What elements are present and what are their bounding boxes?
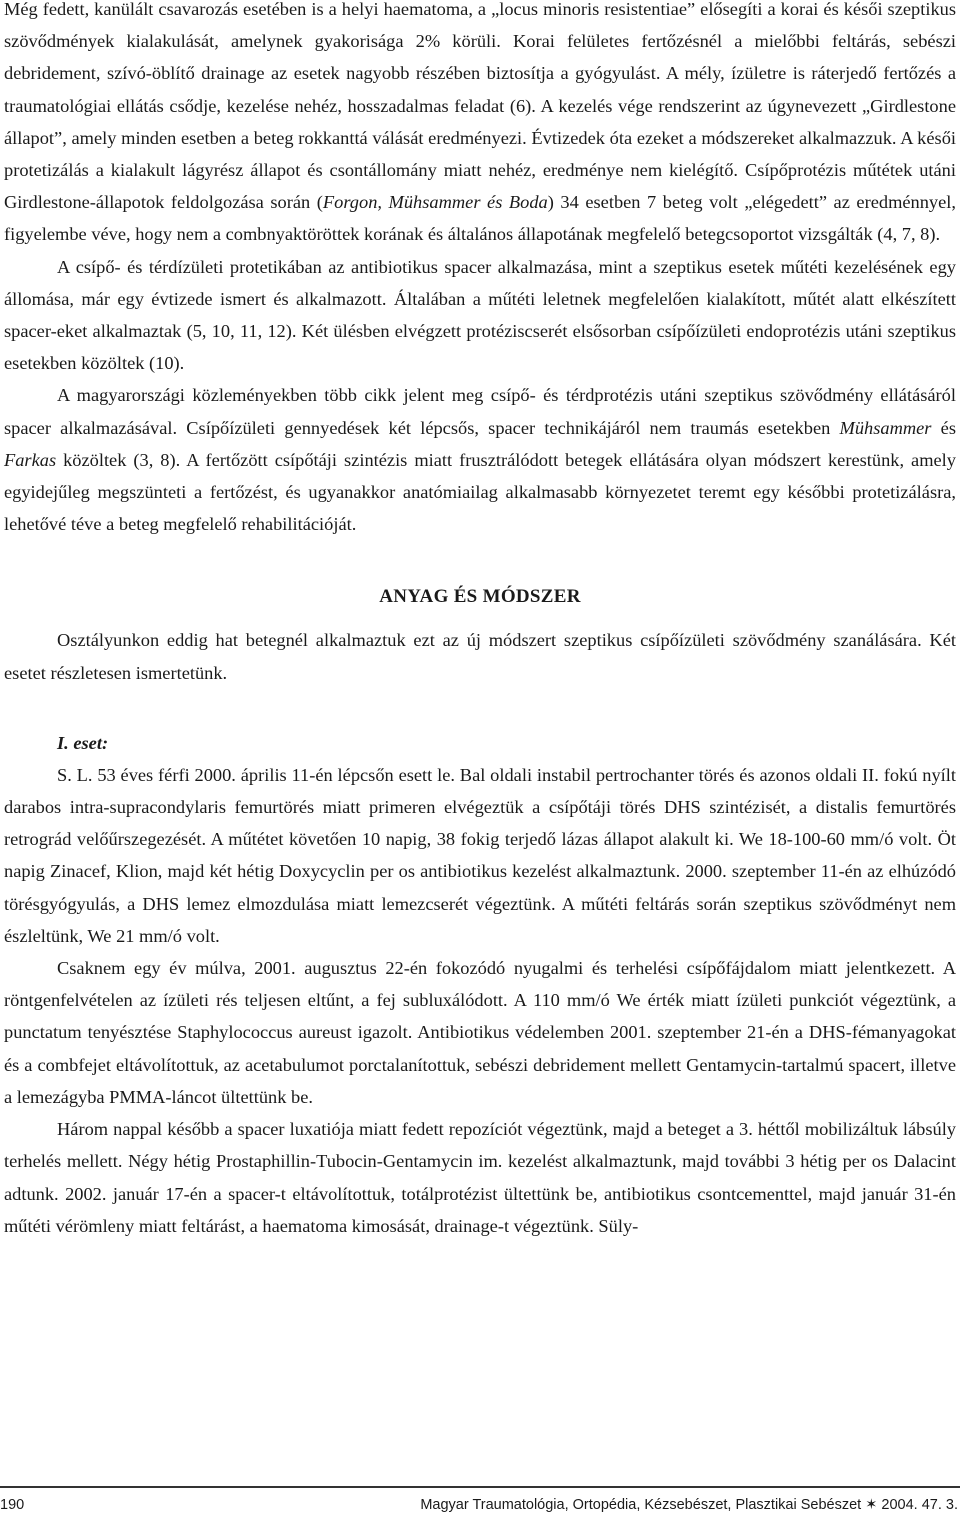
intro-paragraph — [4, 379, 956, 540]
article-body — [4, 0, 956, 1242]
case-section — [4, 759, 956, 1242]
paragraph-text: Még fedett, kanülált csavarozás esetében is a helyi haematoma, a „locus minoris resistentiae” elősegíti a korai és késői szeptikus szövődmények kialakulását, amelynek gyakorisága 2% körüli. Korai felületes fertőzésnél a mielőbbi feltárás, sebészi debridement, szívó-öblítő drainage az esetek nagyobb részében biztosítja a gyógyulást. A mély, ízületre is ráterjedő fertőzés a traumatológiai ellátás csődje, kezelése nehéz, hosszadalmas feladat (6). A kezelés vége rendszerint az úgynevezett „Girdlestone állapot”, amely minden esetben a beteg rokkanttá válását eredményezi. Évtizedek óta ezeket a módszereket alkalmazzuk. A késői protetizálás a kialakult lágyrész állapot és csontállomány miatt nehéz, eredménye nem kielégítő. Csípőprotézis műtétek utáni Girdlestone-állapotok feldolgozása során ( — [4, 0, 956, 213]
case-paragraph: S. L. 53 éves férfi 2000. április 11-én lépcsőn esett le. Bal oldali instabil pertrochanter törés és azonos oldali II. fokú nyílt darabos intra-supracondylaris femurtörés miatt primeren elvégeztük a csípőtáji törés DHS szintézisét, a distalis femurtörés retrográd velőűrszegezését. A műtétet követően 10 napig, 38 fokig terjedő lázas állapot alakult ki. We 18-100-60 mm/ó volt. Öt napig Zinacef, Klion, majd két hétig Doxycyclin per os antibiotikus kezelést alkalmaztunk. 2000. szeptember 11-én az elhúzódó törésgyógyulás, a DHS lemez elmozdulása miatt lemezcserét végeztünk. A műtéti feltárás során szeptikus szövődményt nem észleltünk, We 21 mm/ó volt. — [4, 764, 956, 946]
methods-paragraph: Osztályunkon eddig hat betegnél alkalmaztuk ezt az új módszert szeptikus csípőízületi szövődmény szanálására. Két esetet részletesen ismertetünk. — [4, 630, 956, 683]
methods-section — [4, 624, 956, 688]
case-heading: I. eset: — [57, 732, 109, 753]
paragraph-text: és — [931, 417, 956, 438]
section-heading: ANYAG ÉS MÓDSZER — [379, 586, 581, 608]
footer-rule — [0, 1486, 960, 1488]
cited-author: Forgon, Mühsammer és Boda — [322, 192, 548, 213]
intro-paragraph — [4, 251, 956, 380]
case-paragraph: Három nappal később a spacer luxatiója miatt fedett repozíciót végeztünk, majd a beteget a 3. héttől mobilizáltuk lábsúly terhelés mellett. Négy hétig Prostaphillin-Tubocin-Gentamycin im. kezelést alkalmaztunk, majd további 3 hétig per os Dalacint adtunk. 2002. január 17-én a spacer-t eltávolítottuk, totálprotézist ültettünk be, antibiotikus csontcementtel, majd január 31-én műtéti vérömleny miatt feltárást, a haematoma kimosását, drainage-t végeztünk. Süly- — [4, 1119, 956, 1236]
paragraph-text: A csípő- és térdízületi protetikában az antibiotikus spacer alkalmazása, mint a szeptikus esetek műtéti kezelésének egy állomása, már egy évtizede ismert és alkalmazott. Általában a műtéti leletnek megfelelően kialakított, műtét alatt elkészített spacer-eket alkalmaztak (5, 10, 11, 12). Két ülésben elvégzett protéziscserét elsősorban csípőízületi endoprotézis utáni szeptikus esetekben közöltek (10). — [4, 256, 956, 374]
journal-citation: Magyar Traumatológia, Ortopédia, Kézsebészet, Plasztikai Sebészet ✶ 2004. 47. 3. — [420, 1497, 958, 1513]
case-paragraph: Csaknem egy év múlva, 2001. augusztus 22-én fokozódó nyugalmi és terhelési csípőfájdalom miatt jelentkezett. A röntgenfelvételen az ízületi rés teljesen eltűnt, a fej subluxálódott. A 110 mm/ó We érték miatt ízületi punkciót végeztünk, a punctatum tenyésztése Staphylococcus aureust igazolt. Antibiotikus védelemben 2001. szeptember 21-én a DHS-fémanyagokat és a combfejet eltávolítottuk, az acetabulumot porctalanítottuk, sebészi debridement mellett Gentamycin-tartalmú spacert, illetve a lemezágyba PMMA-láncot ültettünk be. — [4, 958, 956, 1107]
intro-section — [4, 0, 956, 540]
paragraph-text: közöltek (3, 8). A fertőzött csípőtáji szintézis miatt frusztrálódott betegek ellátására olyan módszert kerestünk, amely egyidejűleg megszünteti a fertőzést, és ugyanakkor anatómiailag alkalmasabb környezetet teremt egy későbbi protetizálásra, lehetővé téve a beteg megfelelő rehabilitációját. — [4, 449, 956, 535]
paragraph-text: ) 34 esetben 7 beteg volt „elégedett” az eredménnyel, figyelembe véve, hogy nem a combnyaktöröttek korának és általános állapotának megfelelő betegcsoportot vizsgálták (4, 7, 8). — [4, 192, 957, 245]
cited-author: Farkas — [4, 449, 57, 470]
page-number: 190 — [0, 1497, 25, 1513]
intro-paragraph — [4, 0, 956, 251]
paragraph-text: A magyarországi közleményekben több cikk jelent meg csípő- és térdprotézis utáni szeptikus szövődmény ellátásáról spacer alkalmazásával. Csípőízületi gennyedések két lépcsős, spacer technikájáról nem traumás esetekben — [4, 385, 956, 438]
page-footer — [0, 1493, 960, 1517]
cited-author: Mühsammer — [839, 417, 932, 438]
